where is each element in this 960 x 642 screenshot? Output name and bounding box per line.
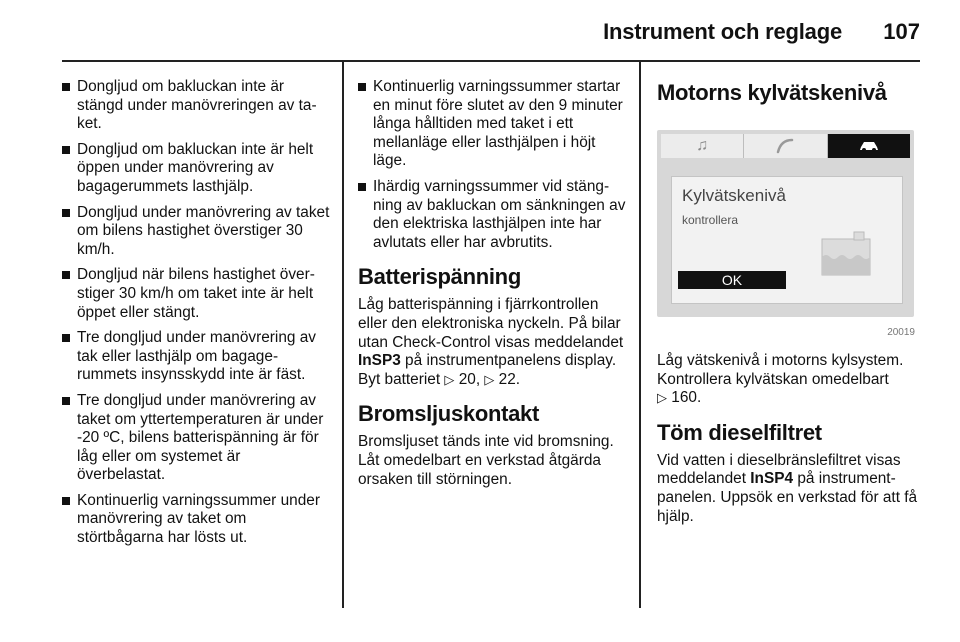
column-3: [657, 80, 923, 530]
bullet-square-icon: [62, 83, 70, 91]
music-note-icon: ♫: [661, 134, 744, 158]
code-insp4: InSP4: [750, 470, 794, 488]
list-item: Ihärdig varningssummer vid stängning av bakluckan om sänkningen av den elektriska lasthjälpen inte har avlutats eller har avbrutits.: [358, 178, 626, 252]
header-rule: [62, 60, 920, 62]
message-title: Kylvätskenivå: [682, 186, 786, 205]
phone-icon: [744, 134, 827, 158]
page-header: [0, 0, 960, 62]
section-heading-battery: Batterispänning: [358, 264, 521, 290]
page-reference-arrow-icon: ▷: [444, 371, 455, 387]
column-1: [62, 78, 330, 555]
page-reference-arrow-icon: ▷: [657, 390, 667, 406]
info-display-screen: [657, 130, 914, 317]
list-item: Tre dongljud under manövrering av taket om yttertemperaturen är under -20 ºC, bilens batterispänning är för låg eller om systemet är överbelastat.: [62, 392, 330, 485]
bullet-square-icon: [62, 497, 70, 505]
display-tab-bar: [661, 134, 910, 158]
page-number: 107: [883, 19, 920, 44]
list-item: Kontinuerlig varningssummer startar en minut före slutet av den 9 minuter långa hålltiden med taket i ett mellanläge eller lasthjälpen i höjt läge.: [358, 78, 626, 171]
ok-button[interactable]: OK: [678, 271, 786, 289]
list-item: Dongljud om bakluckan inte är stängd under manövreringen av taket.: [62, 78, 330, 134]
list-item: Dongljud om bakluckan inte är helt öppen under manövrering av bagagerummets lasthjälp.: [62, 141, 330, 197]
bullet-square-icon: [62, 271, 70, 279]
message-subtitle: kontrollera: [682, 213, 739, 227]
list-item: Tre dongljud under manövrering av tak eller lasthjälp om bagagerummets insynsskydd inte är fäst.: [62, 329, 330, 385]
bullet-square-icon: [62, 146, 70, 154]
bullet-square-icon: [62, 334, 70, 342]
list-item: Kontinuerlig varningssummer under manövrering av taket om störtbågarna har lösts ut.: [62, 492, 330, 548]
column-2: [358, 78, 626, 493]
column-divider-1: [342, 62, 344, 608]
page-reference-link[interactable]: 160.: [671, 389, 702, 407]
page-reference-arrow-icon: ▷: [484, 371, 495, 387]
warning-message-panel: [671, 176, 903, 304]
page-reference-link[interactable]: 22: [498, 370, 516, 388]
list-item: Dongljud under manövrering av taket om bilens hastighet överstiger 30 km/h.: [62, 204, 330, 260]
coolant-paragraph: Låg vätskenivå i motorns kylsystem. Kontrollera kylvätskan omedelbart ▷ 160.: [657, 352, 904, 407]
bullet-square-icon: [62, 397, 70, 405]
section-heading-brake-switch: Bromsljuskontakt: [358, 401, 540, 427]
code-insp3: InSP3: [358, 352, 401, 370]
list-item: Dongljud när bilens hastighet överstiger 30 km/h om taket inte är helt öppet eller stängt.: [62, 266, 330, 322]
brake-paragraph: Bromsljuset tänds inte vid bromsning. Låt omedelbart en verkstad åtgärda orsaken till störningen.: [358, 433, 614, 488]
section-heading-coolant: Motorns kylvätskenivå: [657, 80, 887, 105]
section-heading-diesel-filter: Töm dieselfiltret: [657, 419, 822, 445]
coolant-tank-icon: [820, 231, 872, 277]
bullet-square-icon: [358, 183, 366, 191]
display-figure: [657, 130, 917, 340]
diesel-paragraph: Vid vatten i dieselbränslefiltret visas meddelandet InSP4 på instrumentpanelen. Uppsök en verkstad för att få hjälp.: [657, 451, 918, 525]
bullet-square-icon: [358, 83, 366, 91]
car-icon: [828, 134, 910, 158]
page-reference-link[interactable]: 20: [458, 370, 476, 388]
bullet-square-icon: [62, 209, 70, 217]
column-divider-2: [639, 62, 641, 608]
header-title: Instrument och reglage: [603, 19, 842, 44]
figure-code: 20019: [887, 327, 915, 338]
battery-paragraph: Låg batterispänning i fjärrkontrollen eller den elektroniska nyckeln. På bilar utan Check-Control visas meddelandet InSP3 på instrumentpanelens display. Byt batteriet ▷ 20, ▷ 22.: [358, 296, 624, 388]
